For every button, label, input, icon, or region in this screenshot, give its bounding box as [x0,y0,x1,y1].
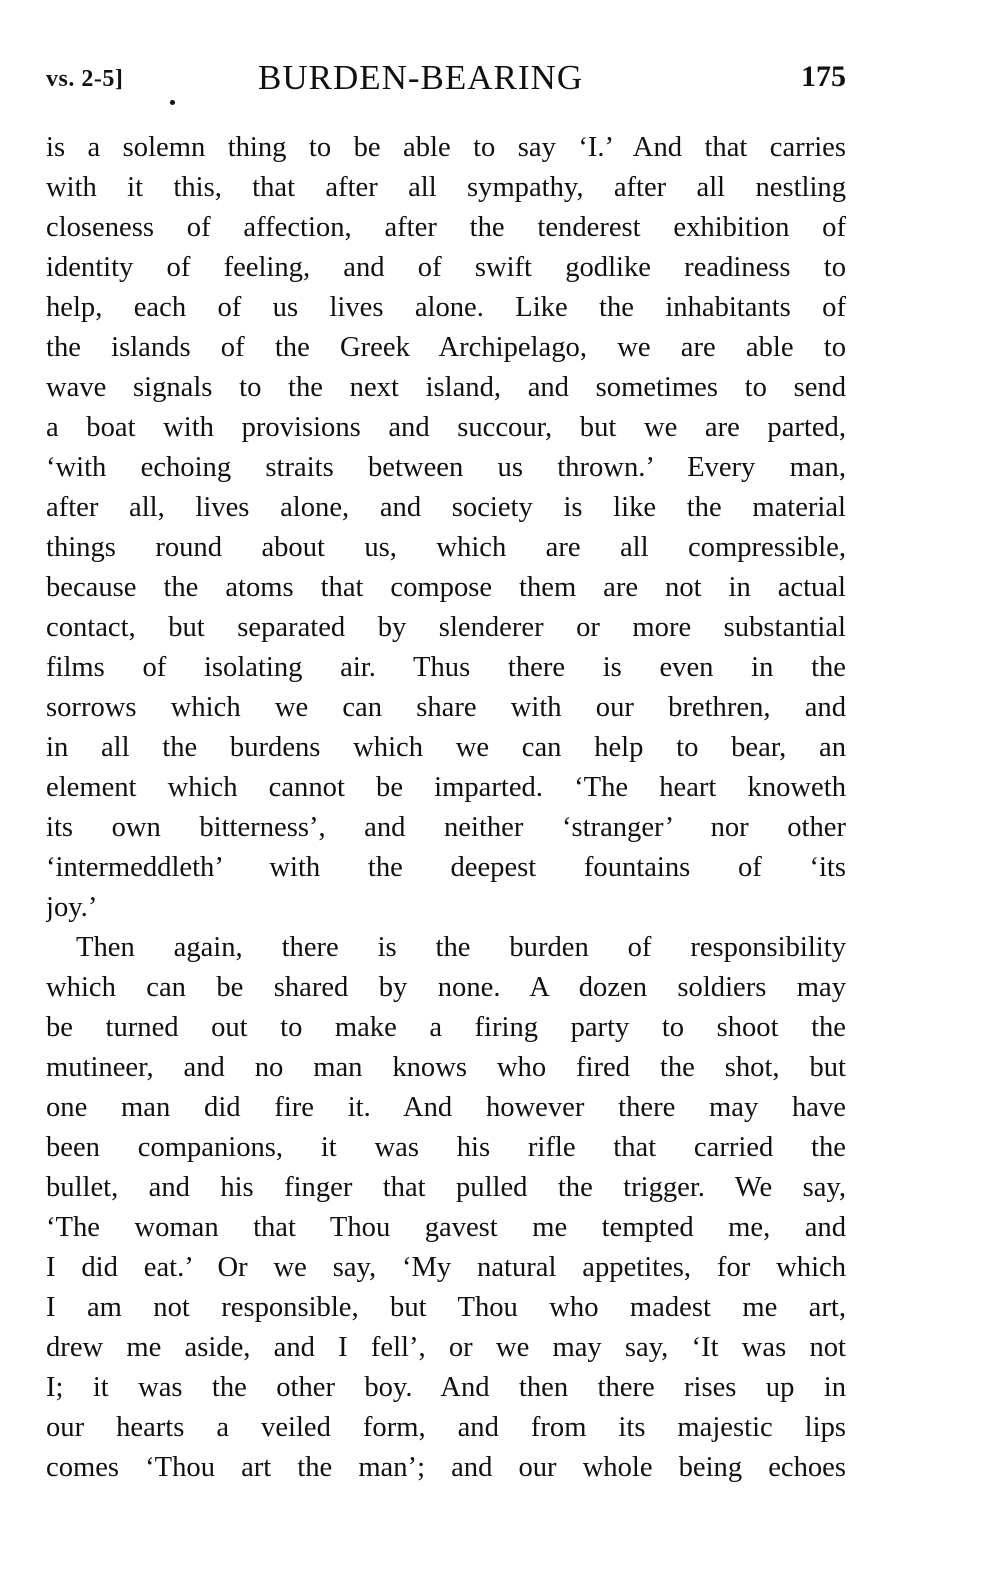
text-line: identity of feeling, and of swift godlike readiness to [46,252,846,283]
text-line: in all the burdens which we can help to bear, an [46,732,846,763]
page-number: 175 [801,60,846,93]
book-page [46,58,846,1488]
text-line: bullet, and his finger that pulled the trigger. We say, [46,1172,846,1203]
text-line: because the atoms that compose them are not in actual [46,572,846,603]
text-line: the islands of the Greek Archipelago, we are able to [46,332,846,363]
text-line: joy.’ [46,892,98,923]
text-line: wave signals to the next island, and sometimes to send [46,372,846,403]
text-line: contact, but separated by slenderer or more substantial [46,612,846,643]
text-line: closeness of affection, after the tenderest exhibition of [46,212,846,243]
text-line: a boat with provisions and succour, but we are parted, [46,412,846,443]
text-line: sorrows which we can share with our brethren, and [46,692,846,723]
print-speck [170,100,175,105]
text-line: ‘intermeddleth’ with the deepest fountains of ‘its [46,852,846,883]
text-line: our hearts a veiled form, and from its majestic lips [46,1412,846,1443]
text-line: with it this, that after all sympathy, after all nestling [46,172,846,203]
text-line: I; it was the other boy. And then there rises up in [46,1372,846,1403]
text-line: ‘The woman that Thou gavest me tempted me, and [46,1212,846,1243]
text-line: element which cannot be imparted. ‘The heart knoweth [46,772,846,803]
text-line: its own bitterness’, and neither ‘stranger’ nor other [46,812,846,843]
text-line: be turned out to make a firing party to shoot the [46,1012,846,1043]
text-line: films of isolating air. Thus there is even in the [46,652,846,683]
text-line: is a solemn thing to be able to say ‘I.’ And that carries [46,132,846,163]
text-line: help, each of us lives alone. Like the inhabitants of [46,292,846,323]
text-line: which can be shared by none. A dozen soldiers may [46,972,846,1003]
text-line: I did eat.’ Or we say, ‘My natural appetites, for which [46,1252,846,1283]
text-line: I am not responsible, but Thou who madest me art, [46,1292,846,1323]
text-line: been companions, it was his rifle that carried the [46,1132,846,1163]
text-line: things round about us, which are all compressible, [46,532,846,563]
text-line: ‘with echoing straits between us thrown.’ Every man, [46,452,846,483]
text-line: after all, lives alone, and society is like the material [46,492,846,523]
text-line: comes ‘Thou art the man’; and our whole being echoes [46,1452,846,1483]
text-line: Then again, there is the burden of responsibility [76,932,846,963]
running-head [46,58,846,106]
text-line: drew me aside, and I fell’, or we may say, ‘It was not [46,1332,846,1363]
text-line: mutineer, and no man knows who fired the shot, but [46,1052,846,1083]
chapter-title: BURDEN-BEARING [258,58,584,97]
verse-reference: vs. 2-5] [46,66,124,92]
body-text [46,128,846,1488]
text-line: one man did fire it. And however there may have [46,1092,846,1123]
